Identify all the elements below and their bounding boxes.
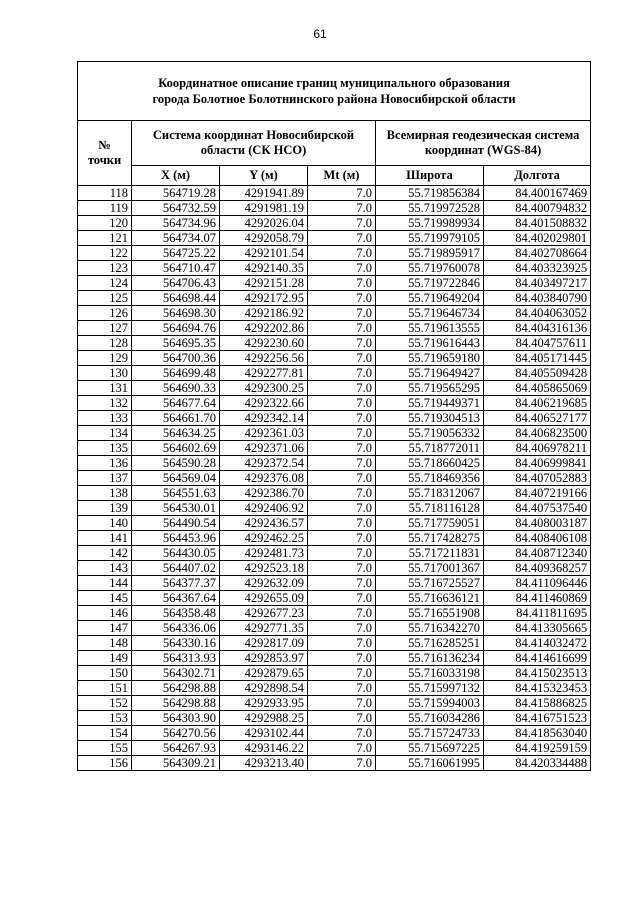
latitude-cell: 55.715997132	[376, 681, 484, 696]
table-row	[78, 366, 591, 381]
table-row	[78, 621, 591, 636]
latitude-cell: 55.719649204	[376, 291, 484, 306]
latitude-cell: 55.719989934	[376, 216, 484, 231]
y-cell: 4292361.03	[220, 426, 308, 441]
y-cell: 4292342.14	[220, 411, 308, 426]
point-number-cell: 126	[78, 306, 132, 321]
latitude-cell: 55.719649427	[376, 366, 484, 381]
point-number-cell: 142	[78, 546, 132, 561]
y-cell: 4292771.35	[220, 621, 308, 636]
latitude-cell: 55.716034286	[376, 711, 484, 726]
x-cell: 564377.37	[132, 576, 220, 591]
point-number-cell: 151	[78, 681, 132, 696]
x-cell: 564700.36	[132, 351, 220, 366]
mt-cell: 7.0	[308, 486, 376, 501]
x-cell: 564430.05	[132, 546, 220, 561]
point-number-cell: 136	[78, 456, 132, 471]
x-cell: 564551.63	[132, 486, 220, 501]
y-cell: 4292140.35	[220, 261, 308, 276]
mt-header: Mt (м)	[308, 166, 376, 186]
y-cell: 4292988.25	[220, 711, 308, 726]
table-row	[78, 381, 591, 396]
x-cell: 564407.02	[132, 561, 220, 576]
latitude-cell: 55.719972528	[376, 201, 484, 216]
longitude-cell: 84.403323925	[484, 261, 591, 276]
y-cell: 4292186.92	[220, 306, 308, 321]
point-number-cell: 125	[78, 291, 132, 306]
table-row	[78, 606, 591, 621]
y-cell: 4292300.25	[220, 381, 308, 396]
y-cell: 4292058.79	[220, 231, 308, 246]
point-number-cell: 122	[78, 246, 132, 261]
mt-cell: 7.0	[308, 456, 376, 471]
point-number-cell: 156	[78, 756, 132, 771]
table-row	[78, 261, 591, 276]
y-cell: 4292898.54	[220, 681, 308, 696]
x-cell: 564590.28	[132, 456, 220, 471]
latitude-cell: 55.719613555	[376, 321, 484, 336]
point-number-header	[78, 121, 132, 186]
longitude-cell: 84.411811695	[484, 606, 591, 621]
longitude-cell: 84.411096446	[484, 576, 591, 591]
longitude-cell: 84.406219685	[484, 396, 591, 411]
table-row	[78, 276, 591, 291]
mt-cell: 7.0	[308, 636, 376, 651]
latitude-cell: 55.719659180	[376, 351, 484, 366]
point-number-cell: 123	[78, 261, 132, 276]
x-cell: 564490.54	[132, 516, 220, 531]
x-cell: 564698.30	[132, 306, 220, 321]
mt-cell: 7.0	[308, 561, 376, 576]
y-cell: 4292481.73	[220, 546, 308, 561]
table-row	[78, 546, 591, 561]
x-cell: 564634.25	[132, 426, 220, 441]
latitude-cell: 55.719760078	[376, 261, 484, 276]
table-row	[78, 681, 591, 696]
point-number-cell: 147	[78, 621, 132, 636]
x-cell: 564569.04	[132, 471, 220, 486]
latitude-cell: 55.719056332	[376, 426, 484, 441]
longitude-cell: 84.406978211	[484, 441, 591, 456]
table-row	[78, 426, 591, 441]
latitude-cell: 55.716033198	[376, 666, 484, 681]
table-row	[78, 291, 591, 306]
latitude-cell: 55.718469356	[376, 471, 484, 486]
point-number-cell: 127	[78, 321, 132, 336]
point-number-cell: 120	[78, 216, 132, 231]
y-cell: 4292406.92	[220, 501, 308, 516]
y-cell: 4292372.54	[220, 456, 308, 471]
point-number-cell: 139	[78, 501, 132, 516]
latitude-cell: 55.716285251	[376, 636, 484, 651]
point-number-cell: 121	[78, 231, 132, 246]
y-cell: 4292817.09	[220, 636, 308, 651]
y-cell: 4292371.06	[220, 441, 308, 456]
table-row	[78, 696, 591, 711]
table-row	[78, 201, 591, 216]
point-number-cell: 133	[78, 411, 132, 426]
title-line-2: города Болотное Болотнинского района Новосибирской области	[152, 92, 516, 106]
mt-cell: 7.0	[308, 201, 376, 216]
x-cell: 564309.21	[132, 756, 220, 771]
latitude-cell: 55.718312067	[376, 486, 484, 501]
table-row	[78, 336, 591, 351]
longitude-cell: 84.415023513	[484, 666, 591, 681]
mt-cell: 7.0	[308, 291, 376, 306]
longitude-cell: 84.419259159	[484, 741, 591, 756]
point-number-cell: 149	[78, 651, 132, 666]
table-row	[78, 741, 591, 756]
table-row	[78, 651, 591, 666]
mt-cell: 7.0	[308, 741, 376, 756]
y-cell: 4292376.08	[220, 471, 308, 486]
latitude-cell: 55.717759051	[376, 516, 484, 531]
latitude-cell: 55.719565295	[376, 381, 484, 396]
latitude-cell: 55.719449371	[376, 396, 484, 411]
x-cell: 564358.48	[132, 606, 220, 621]
longitude-cell: 84.404757611	[484, 336, 591, 351]
mt-cell: 7.0	[308, 216, 376, 231]
latitude-cell: 55.716342270	[376, 621, 484, 636]
longitude-cell: 84.407537540	[484, 501, 591, 516]
point-number-cell: 153	[78, 711, 132, 726]
latitude-cell: 55.718660425	[376, 456, 484, 471]
latitude-cell: 55.715697225	[376, 741, 484, 756]
page-number: 61	[313, 27, 327, 41]
longitude-cell: 84.418563040	[484, 726, 591, 741]
point-number-cell: 141	[78, 531, 132, 546]
table-row	[78, 351, 591, 366]
table-row	[78, 756, 591, 771]
x-cell: 564298.88	[132, 681, 220, 696]
x-cell: 564602.69	[132, 441, 220, 456]
latitude-cell: 55.719979105	[376, 231, 484, 246]
mt-cell: 7.0	[308, 546, 376, 561]
latitude-cell: 55.718116128	[376, 501, 484, 516]
y-cell: 4292172.95	[220, 291, 308, 306]
x-cell: 564690.33	[132, 381, 220, 396]
table-row	[78, 561, 591, 576]
point-number-cell: 144	[78, 576, 132, 591]
mt-cell: 7.0	[308, 306, 376, 321]
y-cell: 4291941.89	[220, 186, 308, 201]
longitude-cell: 84.401508832	[484, 216, 591, 231]
mt-cell: 7.0	[308, 366, 376, 381]
point-number-cell: 128	[78, 336, 132, 351]
point-number-cell: 137	[78, 471, 132, 486]
y-cell: 4293146.22	[220, 741, 308, 756]
table-row	[78, 471, 591, 486]
mt-cell: 7.0	[308, 336, 376, 351]
y-cell: 4293213.40	[220, 756, 308, 771]
point-number-cell: 118	[78, 186, 132, 201]
x-cell: 564734.07	[132, 231, 220, 246]
latitude-cell: 55.716136234	[376, 651, 484, 666]
x-cell: 564367.64	[132, 591, 220, 606]
longitude-cell: 84.405865069	[484, 381, 591, 396]
longitude-header: Долгота	[484, 166, 591, 186]
table-row	[78, 246, 591, 261]
mt-cell: 7.0	[308, 651, 376, 666]
longitude-cell: 84.420334488	[484, 756, 591, 771]
y-cell: 4292026.04	[220, 216, 308, 231]
mt-cell: 7.0	[308, 381, 376, 396]
table-title	[78, 62, 591, 121]
latitude-cell: 55.716725527	[376, 576, 484, 591]
y-cell: 4292462.25	[220, 531, 308, 546]
mt-cell: 7.0	[308, 321, 376, 336]
y-cell: 4292277.81	[220, 366, 308, 381]
mt-cell: 7.0	[308, 246, 376, 261]
table-row	[78, 501, 591, 516]
y-cell: 4292386.70	[220, 486, 308, 501]
table-row	[78, 321, 591, 336]
table-row	[78, 666, 591, 681]
latitude-cell: 55.717001367	[376, 561, 484, 576]
mt-cell: 7.0	[308, 231, 376, 246]
latitude-cell: 55.719304513	[376, 411, 484, 426]
x-cell: 564330.16	[132, 636, 220, 651]
wgs-system-header: Всемирная геодезическая система координат (WGS-84)	[376, 121, 591, 166]
point-number-cell: 138	[78, 486, 132, 501]
mt-cell: 7.0	[308, 681, 376, 696]
point-number-cell: 154	[78, 726, 132, 741]
longitude-cell: 84.409368257	[484, 561, 591, 576]
y-cell: 4292933.95	[220, 696, 308, 711]
x-cell: 564706.43	[132, 276, 220, 291]
y-cell: 4292853.97	[220, 651, 308, 666]
point-number-cell: 130	[78, 366, 132, 381]
mt-cell: 7.0	[308, 531, 376, 546]
point-number-label: точки	[87, 153, 122, 167]
longitude-cell: 84.408712340	[484, 546, 591, 561]
mt-cell: 7.0	[308, 276, 376, 291]
longitude-cell: 84.404063052	[484, 306, 591, 321]
longitude-cell: 84.411460869	[484, 591, 591, 606]
x-cell: 564734.96	[132, 216, 220, 231]
longitude-cell: 84.400794832	[484, 201, 591, 216]
longitude-cell: 84.414032472	[484, 636, 591, 651]
mt-cell: 7.0	[308, 426, 376, 441]
x-cell: 564303.90	[132, 711, 220, 726]
x-cell: 564453.96	[132, 531, 220, 546]
mt-cell: 7.0	[308, 576, 376, 591]
mt-cell: 7.0	[308, 351, 376, 366]
y-cell: 4292230.60	[220, 336, 308, 351]
longitude-cell: 84.404316136	[484, 321, 591, 336]
x-cell: 564710.47	[132, 261, 220, 276]
x-cell: 564270.56	[132, 726, 220, 741]
latitude-cell: 55.715724733	[376, 726, 484, 741]
longitude-cell: 84.406823500	[484, 426, 591, 441]
longitude-cell: 84.416751523	[484, 711, 591, 726]
point-number-cell: 140	[78, 516, 132, 531]
latitude-cell: 55.719722846	[376, 276, 484, 291]
mt-cell: 7.0	[308, 756, 376, 771]
mt-cell: 7.0	[308, 696, 376, 711]
x-header: X (м)	[132, 166, 220, 186]
mt-cell: 7.0	[308, 471, 376, 486]
longitude-cell: 84.403497217	[484, 276, 591, 291]
longitude-cell: 84.413305665	[484, 621, 591, 636]
table-row	[78, 516, 591, 531]
mt-cell: 7.0	[308, 441, 376, 456]
mt-cell: 7.0	[308, 621, 376, 636]
latitude-cell: 55.716061995	[376, 756, 484, 771]
longitude-cell: 84.403840790	[484, 291, 591, 306]
mt-cell: 7.0	[308, 516, 376, 531]
point-number-cell: 148	[78, 636, 132, 651]
point-number-cell: 132	[78, 396, 132, 411]
x-cell: 564732.59	[132, 201, 220, 216]
table-row	[78, 216, 591, 231]
y-cell: 4292151.28	[220, 276, 308, 291]
x-cell: 564661.70	[132, 411, 220, 426]
latitude-cell: 55.719895917	[376, 246, 484, 261]
table-row	[78, 711, 591, 726]
point-number-cell: 143	[78, 561, 132, 576]
y-header: Y (м)	[220, 166, 308, 186]
point-number-cell: 119	[78, 201, 132, 216]
latitude-cell: 55.715994003	[376, 696, 484, 711]
mt-cell: 7.0	[308, 726, 376, 741]
nso-system-header: Система координат Новосибирской области (СК НСО)	[132, 121, 376, 166]
longitude-cell: 84.406527177	[484, 411, 591, 426]
x-cell: 564699.48	[132, 366, 220, 381]
x-cell: 564725.22	[132, 246, 220, 261]
latitude-cell: 55.716551908	[376, 606, 484, 621]
mt-cell: 7.0	[308, 411, 376, 426]
longitude-cell: 84.415323453	[484, 681, 591, 696]
mt-cell: 7.0	[308, 606, 376, 621]
point-number-symbol: №	[98, 138, 111, 152]
table-body	[78, 186, 591, 771]
table-row	[78, 441, 591, 456]
latitude-cell: 55.717211831	[376, 546, 484, 561]
longitude-cell: 84.405509428	[484, 366, 591, 381]
point-number-cell: 146	[78, 606, 132, 621]
latitude-cell: 55.719646734	[376, 306, 484, 321]
x-cell: 564530.01	[132, 501, 220, 516]
longitude-cell: 84.407219166	[484, 486, 591, 501]
point-number-cell: 124	[78, 276, 132, 291]
point-number-cell: 150	[78, 666, 132, 681]
x-cell: 564695.35	[132, 336, 220, 351]
table-row	[78, 396, 591, 411]
longitude-cell: 84.402708664	[484, 246, 591, 261]
y-cell: 4291981.19	[220, 201, 308, 216]
x-cell: 564336.06	[132, 621, 220, 636]
x-cell: 564298.88	[132, 696, 220, 711]
x-cell: 564677.64	[132, 396, 220, 411]
y-cell: 4292677.23	[220, 606, 308, 621]
x-cell: 564313.93	[132, 651, 220, 666]
latitude-cell: 55.717428275	[376, 531, 484, 546]
point-number-cell: 135	[78, 441, 132, 456]
longitude-cell: 84.407052883	[484, 471, 591, 486]
latitude-cell: 55.716636121	[376, 591, 484, 606]
title-line-1: Координатное описание границ муниципального образования	[158, 76, 510, 90]
table-row	[78, 411, 591, 426]
coordinates-table	[77, 61, 591, 771]
mt-cell: 7.0	[308, 396, 376, 411]
y-cell: 4292655.09	[220, 591, 308, 606]
y-cell: 4292322.66	[220, 396, 308, 411]
mt-cell: 7.0	[308, 591, 376, 606]
table-row	[78, 456, 591, 471]
point-number-cell: 129	[78, 351, 132, 366]
longitude-cell: 84.405171445	[484, 351, 591, 366]
mt-cell: 7.0	[308, 666, 376, 681]
table-row	[78, 591, 591, 606]
table-row	[78, 486, 591, 501]
mt-cell: 7.0	[308, 186, 376, 201]
y-cell: 4292436.57	[220, 516, 308, 531]
mt-cell: 7.0	[308, 711, 376, 726]
table-row	[78, 531, 591, 546]
latitude-cell: 55.719856384	[376, 186, 484, 201]
table-row	[78, 231, 591, 246]
point-number-cell: 155	[78, 741, 132, 756]
longitude-cell: 84.408003187	[484, 516, 591, 531]
table-row	[78, 306, 591, 321]
x-cell: 564267.93	[132, 741, 220, 756]
y-cell: 4292101.54	[220, 246, 308, 261]
point-number-cell: 145	[78, 591, 132, 606]
point-number-cell: 134	[78, 426, 132, 441]
longitude-cell: 84.408406108	[484, 531, 591, 546]
longitude-cell: 84.406999841	[484, 456, 591, 471]
y-cell: 4292256.56	[220, 351, 308, 366]
table-row	[78, 636, 591, 651]
y-cell: 4293102.44	[220, 726, 308, 741]
latitude-cell: 55.719616443	[376, 336, 484, 351]
x-cell: 564719.28	[132, 186, 220, 201]
longitude-cell: 84.414616699	[484, 651, 591, 666]
y-cell: 4292632.09	[220, 576, 308, 591]
y-cell: 4292523.18	[220, 561, 308, 576]
longitude-cell: 84.402029801	[484, 231, 591, 246]
table-row	[78, 576, 591, 591]
latitude-cell: 55.718772011	[376, 441, 484, 456]
x-cell: 564698.44	[132, 291, 220, 306]
point-number-cell: 152	[78, 696, 132, 711]
mt-cell: 7.0	[308, 261, 376, 276]
table-row	[78, 726, 591, 741]
table-row	[78, 186, 591, 201]
y-cell: 4292879.65	[220, 666, 308, 681]
y-cell: 4292202.86	[220, 321, 308, 336]
longitude-cell: 84.400167469	[484, 186, 591, 201]
mt-cell: 7.0	[308, 501, 376, 516]
x-cell: 564694.76	[132, 321, 220, 336]
point-number-cell: 131	[78, 381, 132, 396]
latitude-header: Широта	[376, 166, 484, 186]
longitude-cell: 84.415886825	[484, 696, 591, 711]
x-cell: 564302.71	[132, 666, 220, 681]
